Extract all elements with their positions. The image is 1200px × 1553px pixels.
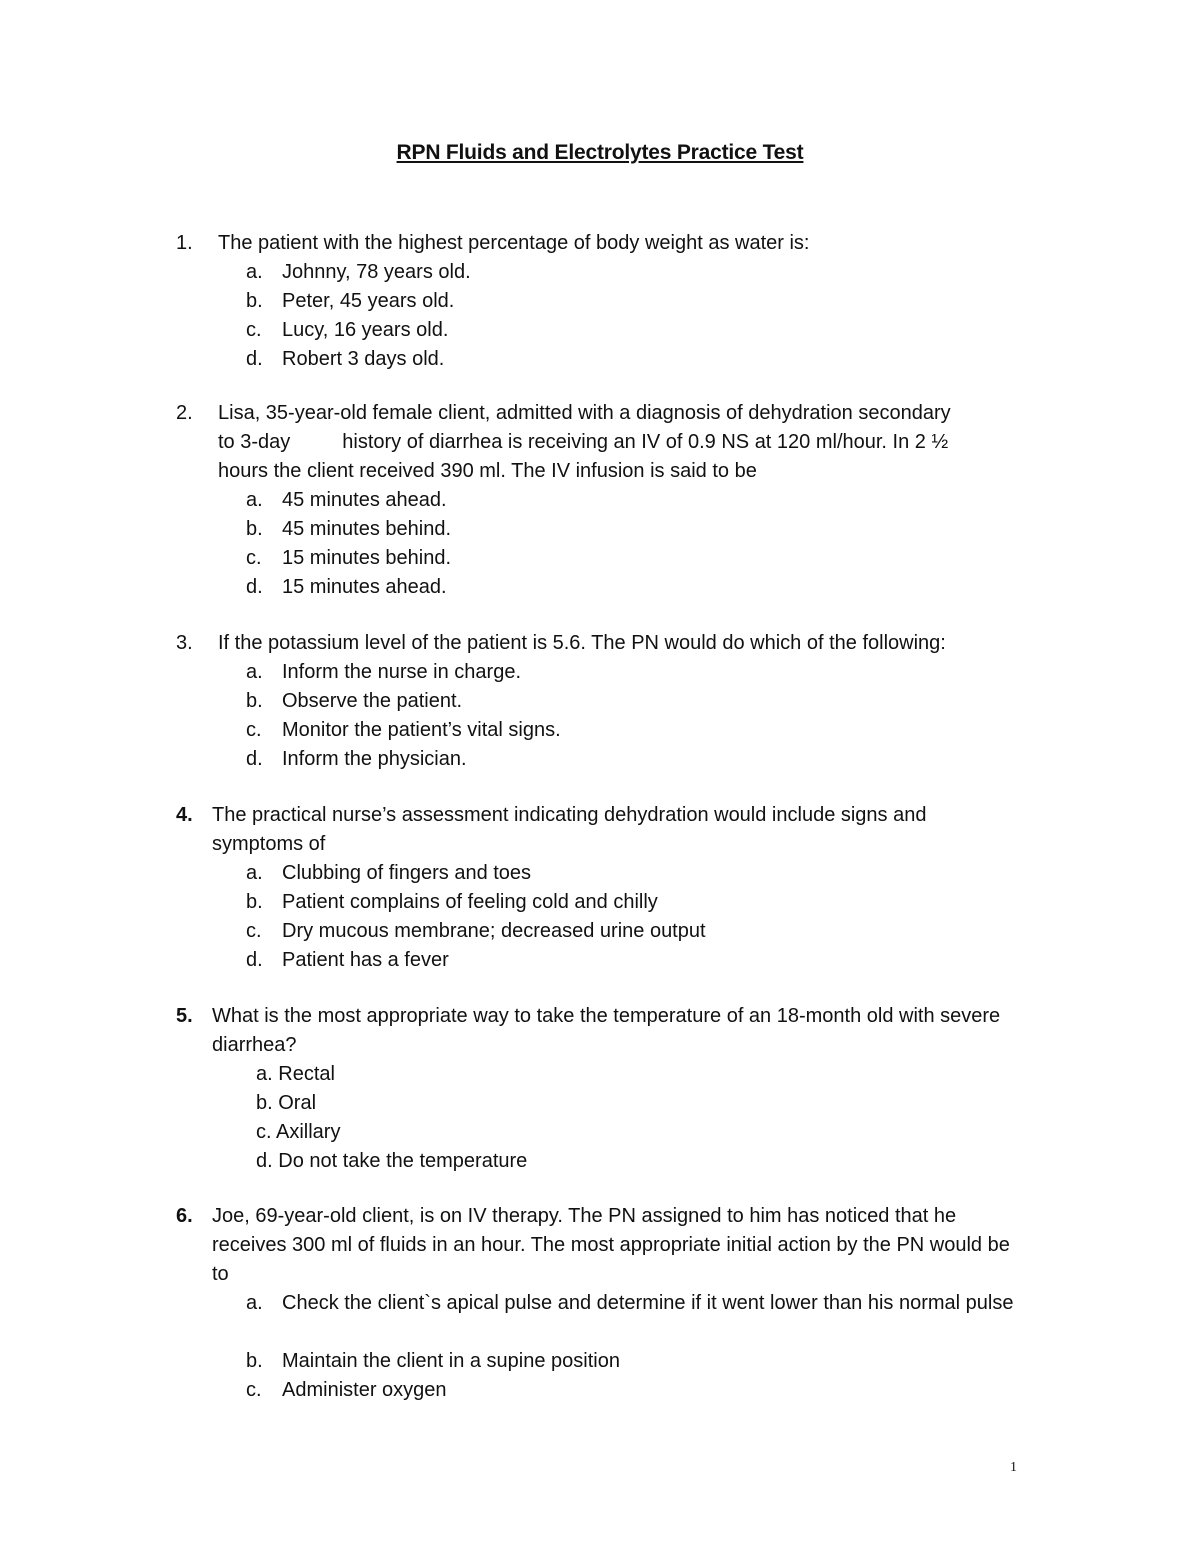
question-text: The patient with the highest percentage of body weight as water is:	[218, 232, 810, 254]
option-c	[256, 1118, 1056, 1147]
option-text: Do not take the temperature	[278, 1150, 528, 1172]
option-list	[246, 1289, 1046, 1405]
question-text: If the potassium level of the patient is 5.6. The PN would do which of the following:	[218, 632, 946, 654]
option-letter: a.	[246, 489, 263, 511]
option-text: 45 minutes ahead.	[282, 489, 447, 511]
option-letter: c.	[246, 1379, 262, 1401]
question-text-fragment: to 3-day	[218, 431, 291, 453]
option-text: Robert 3 days old.	[282, 348, 445, 370]
option-text: Administer oxygen	[282, 1379, 447, 1401]
option-letter: a.	[246, 261, 263, 283]
option-letter: b.	[246, 1350, 263, 1372]
question-text: The practical nurse’s assessment indicating dehydration would include signs and symptoms of	[212, 804, 927, 855]
option-a	[256, 1060, 1056, 1089]
option-c	[246, 716, 1046, 745]
question-number: 4.	[176, 804, 193, 826]
option-list	[246, 658, 1046, 774]
option-b	[256, 1089, 1056, 1118]
option-d	[246, 946, 1046, 975]
option-b	[246, 888, 1046, 917]
option-list	[246, 486, 1046, 602]
option-letter: d.	[246, 949, 263, 971]
option-b	[246, 1347, 1046, 1376]
option-letter: a.	[256, 1063, 273, 1085]
option-b	[246, 515, 1046, 544]
option-d	[246, 573, 1046, 602]
question-number: 3.	[176, 632, 193, 654]
option-text: Peter, 45 years old.	[282, 290, 455, 312]
option-letter: b.	[246, 891, 263, 913]
option-letter: a.	[246, 1292, 263, 1314]
option-text: Inform the nurse in charge.	[282, 661, 522, 683]
option-text: Axillary	[276, 1121, 341, 1143]
question-text-line: hours the client received 390 ml. The IV infusion is said to be	[218, 460, 757, 482]
option-d	[246, 745, 1046, 774]
option-b	[246, 687, 1046, 716]
option-letter: c.	[246, 719, 262, 741]
option-d	[256, 1147, 1056, 1176]
option-text: Patient complains of feeling cold and chilly	[282, 891, 658, 913]
option-text: 15 minutes behind.	[282, 547, 452, 569]
option-c	[246, 316, 1046, 345]
option-a	[246, 658, 1046, 687]
option-text: Clubbing of fingers and toes	[282, 862, 532, 884]
option-letter: d.	[246, 748, 263, 770]
option-letter: b.	[246, 290, 263, 312]
option-text: Patient has a fever	[282, 949, 449, 971]
option-text: Observe the patient.	[282, 690, 463, 712]
option-letter: d.	[246, 576, 263, 598]
page-number: 1	[1010, 1460, 1017, 1475]
option-text: Oral	[278, 1092, 317, 1114]
option-text: Johnny, 78 years old.	[282, 261, 471, 283]
option-text: 15 minutes ahead.	[282, 576, 447, 598]
option-text: Lucy, 16 years old.	[282, 319, 449, 341]
option-text: Check the client`s apical pulse and determine if it went lower than his normal pulse	[282, 1292, 1014, 1314]
option-letter: d.	[256, 1150, 273, 1172]
option-d	[246, 345, 1046, 374]
option-letter: c.	[256, 1121, 272, 1143]
question-text: Joe, 69-year-old client, is on IV therapy. The PN assigned to him has noticed that he receives 300 ml of fluids in an hour. The most appropriate initial action by the PN would be to	[212, 1205, 1010, 1285]
option-letter: b.	[246, 690, 263, 712]
question-text-line	[218, 428, 1038, 457]
option-letter: c.	[246, 547, 262, 569]
question-number: 1.	[176, 232, 193, 254]
option-list	[256, 1060, 1056, 1176]
question-number: 6.	[176, 1205, 193, 1227]
question-text-line: Lisa, 35-year-old female client, admitted with a diagnosis of dehydration secondary	[218, 402, 951, 424]
option-text: 45 minutes behind.	[282, 518, 452, 540]
option-c	[246, 544, 1046, 573]
option-text: Maintain the client in a supine position	[282, 1350, 620, 1372]
option-c	[246, 1376, 1046, 1405]
question-text-fragment: history of diarrhea is receiving an IV of 0.9 NS at 120 ml/hour. In 2 ½	[342, 431, 949, 453]
option-letter: a.	[246, 862, 263, 884]
option-letter: b.	[246, 518, 263, 540]
option-c	[246, 917, 1046, 946]
question-number: 5.	[176, 1005, 193, 1027]
option-list	[246, 859, 1046, 975]
option-letter: a.	[246, 661, 263, 683]
option-a	[246, 859, 1046, 888]
option-letter: d.	[246, 348, 263, 370]
option-letter: c.	[246, 319, 262, 341]
option-letter: c.	[246, 920, 262, 942]
option-text: Monitor the patient’s vital signs.	[282, 719, 561, 741]
option-list	[246, 258, 1046, 374]
option-a	[246, 1289, 1046, 1347]
option-text: Inform the physician.	[282, 748, 467, 770]
option-text: Rectal	[278, 1063, 335, 1085]
page-title: RPN Fluids and Electrolytes Practice Test	[396, 141, 804, 164]
option-text: Dry mucous membrane; decreased urine output	[282, 920, 706, 942]
option-b	[246, 287, 1046, 316]
option-letter: b.	[256, 1092, 273, 1114]
question-text: What is the most appropriate way to take the temperature of an 18-month old with severe diarrhea?	[212, 1005, 1001, 1056]
question-number: 2.	[176, 402, 193, 424]
option-a	[246, 486, 1046, 515]
question-text	[218, 399, 1038, 486]
option-a	[246, 258, 1046, 287]
